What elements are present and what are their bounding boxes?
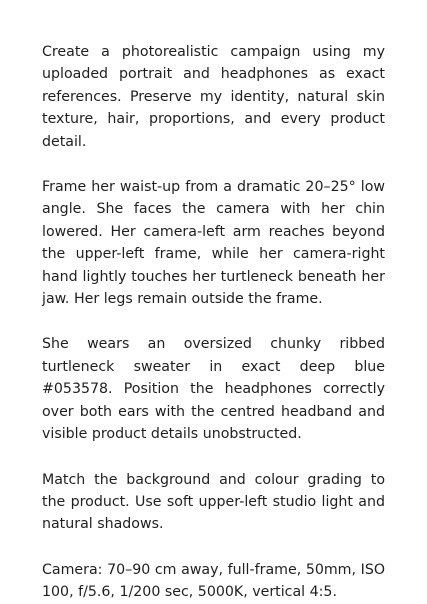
paragraph-lighting: Match the background and colour grading to the product. Use soft upper-left studio light and natural shadows. bbox=[42, 471, 385, 533]
paragraph-wardrobe: She wears an oversized chunky ribbed turtleneck sweater in exact deep blue #053578. Position the headphones correctly over both ears with the centred headband and visible product details unobstructed. bbox=[42, 336, 385, 443]
document-body bbox=[42, 41, 385, 604]
paragraph-campaign-brief: Create a photorealistic campaign using my uploaded portrait and headphones as exact references. Preserve my identity, natural skin texture, hair, proportions, and every product detail. bbox=[42, 44, 385, 150]
paragraph-camera-settings: Camera: 70–90 cm away, full-frame, 50mm, ISO 100, f/5.6, 1/200 sec, 5000K, vertical 4:5. bbox=[42, 561, 385, 601]
paragraph-framing: Frame her waist-up from a dramatic 20–25° low angle. She faces the camera with her chin lowered. Her camera-left arm reaches beyond the upper-left frame, while her camera-right hand lightly touches her turtleneck beneath her jaw. Her legs remain outside the frame. bbox=[42, 179, 385, 308]
